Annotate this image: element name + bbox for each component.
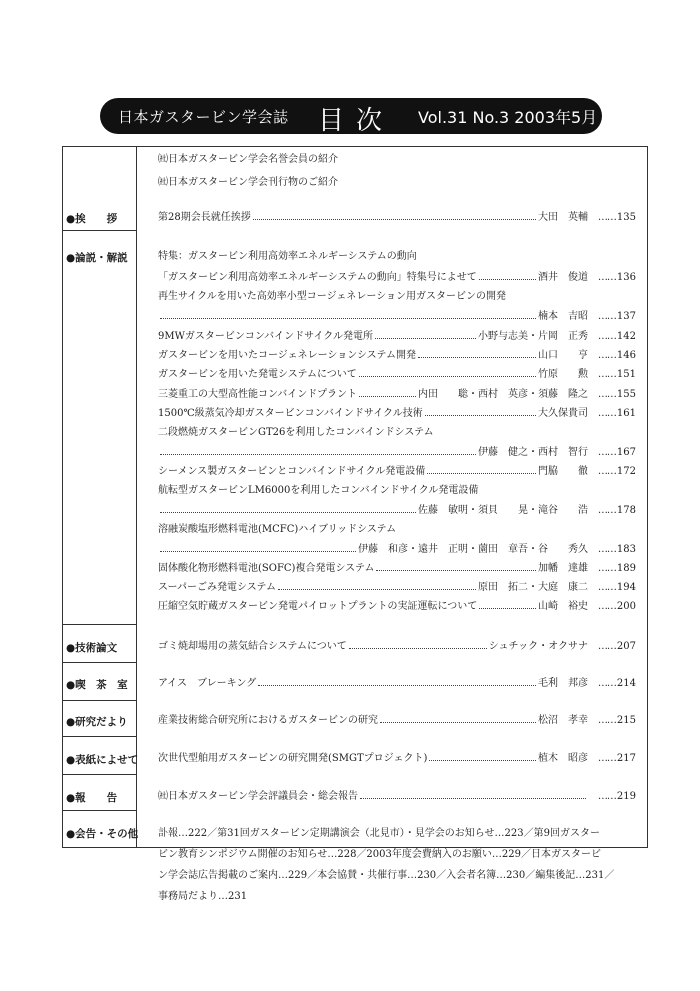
- section-separator: [62, 774, 137, 775]
- section-greeting: ●挨 拶: [66, 213, 118, 225]
- toc-entry-title[interactable]: 再生サイクルを用いた高効率小型コージェネレーション用ガスタービンの開発: [158, 291, 506, 302]
- section-research: ●研究だより: [66, 716, 128, 728]
- special-issue-heading: 特集：ガスタービン利用高効率エネルギーシステムの動向: [158, 251, 417, 262]
- toc-entry[interactable]: 9MWガスタービンコンバインドサイクル発電所 小野与志美・片岡 正秀 …… 142: [158, 330, 636, 344]
- column-divider: [136, 146, 137, 848]
- section-tech-paper: ●技術論文: [66, 642, 118, 654]
- toc-entry[interactable]: 固体酸化物形燃料電池(SOFC)複合発電システム 加幡 達雄 …… 189: [158, 562, 636, 576]
- toc-entry[interactable]: 次世代型舶用ガスタービンの研究開発(SMGTプロジェクト) 植木 昭彦 …… 217: [158, 752, 636, 766]
- toc-entry[interactable]: 第28期会長就任挨拶 大田 英輔 …… 135: [158, 211, 636, 225]
- section-separator: [62, 700, 137, 701]
- page-title: 目次: [318, 106, 395, 136]
- section-report: ●報 告: [66, 792, 118, 804]
- section-cover: ●表紙によせて: [66, 754, 139, 766]
- section-review: ●論説・解説: [66, 252, 128, 264]
- volume-info: Vol.31 No.3 2003年5月: [418, 108, 598, 127]
- toc-entry[interactable]: ガスタービンを用いたコージェネレーションシステム開発 山口 亨 …… 146: [158, 349, 636, 363]
- section-separator: [62, 624, 137, 625]
- section-cafe: ●喫 茶 室: [66, 679, 128, 691]
- intro-item[interactable]: ㈳日本ガスタービン学会刊行物のご紹介: [158, 177, 338, 188]
- toc-entry-title[interactable]: 二段燃焼ガスタービンGT26を利用したコンバインドシステム: [158, 427, 434, 438]
- toc-entry[interactable]: アイス ブレーキング 毛利 邦彦 …… 214: [158, 677, 636, 691]
- toc-entry[interactable]: 産業技術総合研究所におけるガスタービンの研究 松沼 孝幸 …… 215: [158, 714, 636, 728]
- toc-entry[interactable]: 楠本 吉昭 …… 137: [158, 310, 636, 324]
- toc-entry[interactable]: ガスタービンを用いた発電システムについて 竹原 勲 …… 151: [158, 368, 636, 382]
- toc-entry[interactable]: ゴミ焼却場用の蒸気結合システムについて シュチック・オクサナ …… 207: [158, 640, 636, 654]
- journal-name: 日本ガスタービン学会誌: [118, 108, 289, 126]
- section-separator: [62, 736, 137, 737]
- toc-entry-title[interactable]: 溶融炭酸塩形燃料電池(MCFC)ハイブリッドシステム: [158, 524, 397, 535]
- toc-entry-title[interactable]: 航転型ガスタービンLM6000を利用したコンバインドサイクル発電設備: [158, 485, 479, 496]
- toc-entry[interactable]: 1500℃級蒸気冷却ガスタービンコンバインドサイクル技術 大久保貴司 …… 161: [158, 407, 636, 421]
- toc-entry[interactable]: ㈳日本ガスタービン学会評議員会・総会報告 …… 219: [158, 790, 636, 804]
- intro-item[interactable]: ㈳日本ガスタービン学会名誉会員の紹介: [158, 154, 338, 165]
- toc-entry[interactable]: スーパーごみ発電システム 原田 拓二・大庭 康二 …… 194: [158, 581, 636, 595]
- section-separator: [62, 810, 137, 811]
- section-separator: [62, 230, 137, 231]
- notices-paragraph: 訃報…222／第31回ガスタービン定期講演会（北見市）・見学会のお知らせ…223／第9回ガスター ビン教育シンポジウム開催のお知らせ…228／2003年度会費納入のお願い…229／日本ガスタービ ン学会誌広告掲載のご案内…229／本会協賛・共催行事…230／入会者名簿…230／編集後記…231／ 事務局だより…231: [158, 828, 615, 902]
- toc-entry[interactable]: 伊藤 和彦・遠井 正明・薗田 章吾・谷 秀久 …… 183: [158, 543, 636, 557]
- toc-entry[interactable]: 三菱重工の大型高性能コンバインドプラント 内田 聡・西村 英彦・須藤 隆之 …… 155: [158, 388, 636, 402]
- toc-entry[interactable]: 伊藤 健之・西村 智行 …… 167: [158, 446, 636, 460]
- header-banner: [100, 98, 602, 134]
- toc-entry[interactable]: 佐藤 敏明・須貝 晃・滝谷 浩 …… 178: [158, 504, 636, 518]
- toc-entry[interactable]: 「ガスタービン利用高効率エネルギーシステムの動向」特集号によせて 酒井 俊道 …… 136: [158, 271, 636, 285]
- toc-entry[interactable]: 圧縮空気貯蔵ガスタービン発電パイロットプラントの実証運転について 山崎 裕史 …… 200: [158, 600, 636, 614]
- section-separator: [62, 662, 137, 663]
- section-notices: ●会告・その他: [66, 828, 139, 840]
- toc-entry[interactable]: シーメンス製ガスタービンとコンバインドサイクル発電設備 門脇 徹 …… 172: [158, 465, 636, 479]
